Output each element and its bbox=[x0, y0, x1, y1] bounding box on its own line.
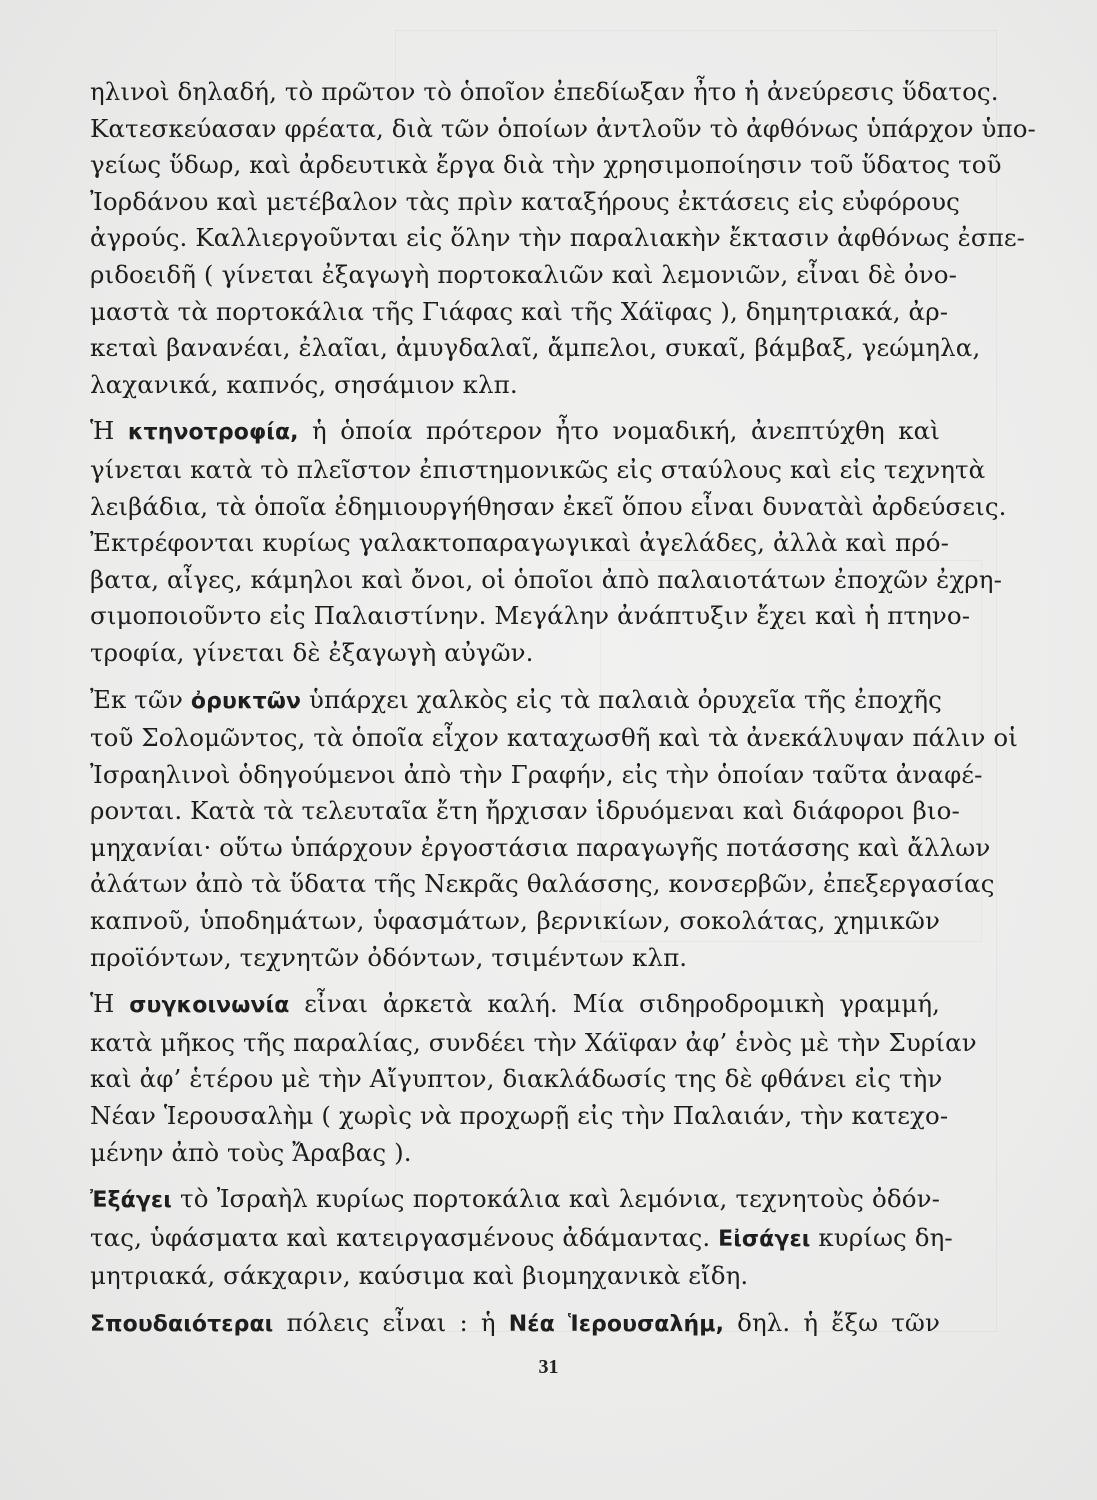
text-line bbox=[90, 413, 940, 452]
line-text: πόλεις εἶναι : ἡ bbox=[273, 1308, 509, 1337]
paragraph-agriculture bbox=[90, 74, 1036, 403]
text-line: λαχανικά, καπνός, σησάμιον κλπ. bbox=[90, 369, 518, 399]
bold-term-transport: συγκοινωνία bbox=[129, 993, 290, 1019]
text-line: καὶ ἀφ’ ἑτέρου μὲ τὴν Αἴγυπτον, διακλάδωσίς της δὲ φθάνει εἰς τὴν bbox=[90, 1064, 943, 1094]
paragraph-minerals bbox=[90, 682, 1018, 977]
text-line: Ἐκτρέφονται κυρίως γαλακτοπαραγωγικαὶ ἀγελάδες, ἀλλὰ καὶ πρό- bbox=[90, 528, 949, 558]
paragraph-transport bbox=[90, 986, 977, 1171]
text-line: μηχανίαι· οὕτω ὑπάρχουν ἐργοστάσια παραγωγῆς ποτάσσης καὶ ἄλλων bbox=[90, 832, 991, 862]
line-rest: τὸ Ἰσραὴλ κυρίως πορτοκάλια καὶ λεμόνια, τεχνητοὺς ὀδόν- bbox=[171, 1184, 940, 1214]
text-line: ριδοειδῆ ( γίνεται ἐξαγωγὴ πορτοκαλιῶν καὶ λεμονιῶν, εἶναι δὲ ὀνο- bbox=[90, 259, 958, 289]
text-line: γείως ὕδωρ, καὶ ἀρδευτικὰ ἔργα διὰ τὴν χρησιμοποίησιν τοῦ ὕδατος τοῦ bbox=[90, 150, 1002, 180]
bold-term-imports: Εἰσάγει bbox=[718, 1226, 811, 1252]
text-line: ἀγρούς. Καλλιεργοῦνται εἰς ὅλην τὴν παραλιακὴν ἔκτασιν ἀφθόνως ἐσπε- bbox=[90, 223, 1026, 253]
text-line: μένην ἀπὸ τοὺς Ἄραβας ). bbox=[90, 1137, 412, 1167]
line-rest: εἶναι ἀρκετὰ καλή. Μία σιδηροδρομικὴ γραμμή, bbox=[289, 989, 941, 1019]
paragraph-trade bbox=[90, 1181, 953, 1295]
bold-term-livestock: κτηνοτροφία, bbox=[127, 420, 299, 446]
paragraph-livestock bbox=[90, 413, 1007, 671]
text-line: Νέαν Ἱερουσαλὴμ ( χωρὶς νὰ προχωρῇ εἰς τὴν Παλαιάν, τὴν κατεχο- bbox=[90, 1101, 949, 1131]
text-line: μητριακά, σάκχαριν, καύσιμα καὶ βιομηχανικὰ εἴδη. bbox=[90, 1261, 749, 1291]
lead-text: Ἡ bbox=[90, 989, 130, 1019]
text-line: ἀλάτων ἀπὸ τὰ ὕδατα τῆς Νεκρᾶς θαλάσσης, κονσερβῶν, ἐπεξεργασίας bbox=[90, 869, 995, 899]
text-line bbox=[90, 986, 940, 1025]
text-line: σιμοποιοῦντο εἰς Παλαιστίνην. Μεγάλην ἀνάπτυξιν ἔχει καὶ ἡ πτηνο- bbox=[90, 601, 971, 631]
lead-text: Ἐκ τῶν bbox=[90, 684, 191, 714]
line-rest: ὑπάρχει χαλκὸς εἰς τὰ παλαιὰ ὀρυχεῖα τῆς ἐποχῆς bbox=[301, 684, 942, 714]
paragraph-cities bbox=[90, 1305, 940, 1344]
page-text bbox=[90, 74, 1036, 1344]
line-rest: κυρίως δη- bbox=[810, 1222, 953, 1252]
text-line bbox=[90, 1305, 940, 1344]
line-rest: ἡ ὁποία πρότερον ἦτο νομαδική, ἀνεπτύχθη καὶ bbox=[298, 416, 940, 446]
text-line: ηλινοὶ δηλαδή, τὸ πρῶτον τὸ ὁποῖον ἐπεδίωξαν ἦτο ἡ ἀνεύρεσις ὕδατος. bbox=[90, 77, 999, 106]
text-line: γίνεται κατὰ τὸ πλεῖστον ἐπιστημονικῶς εἰς σταύλους καὶ εἰς τεχνητὰ bbox=[90, 454, 986, 484]
text-line: Κατεσκεύασαν φρέατα, διὰ τῶν ὁποίων ἀντλοῦν τὸ ἀφθόνως ὑπάρχον ὑπο- bbox=[90, 113, 1036, 143]
text-line: λειβάδια, τὰ ὁποῖα ἐδημιουργήθησαν ἐκεῖ ὅπου εἶναι δυνατὰὶ ἀρδεύσεις. bbox=[90, 491, 1007, 521]
text-line: καπνοῦ, ὑποδημάτων, ὑφασμάτων, βερνικίων, σοκολάτας, χημικῶν bbox=[90, 906, 940, 936]
bold-term-cities: Σπουδαιότεραι bbox=[90, 1312, 274, 1337]
text-line: κεταὶ βανανέαι, ἐλαῖαι, ἀμυγδαλαῖ, ἄμπελοι, συκαῖ, βάμβαξ, γεώμηλα, bbox=[90, 333, 981, 363]
text-line bbox=[90, 1181, 940, 1220]
text-line: Ἰσραηλινοὶ ὁδηγούμενοι ἀπὸ τὴν Γραφήν, εἰς τὴν ὁποίαν ταῦτα ἀναφέ- bbox=[90, 759, 983, 789]
text-line: βατα, αἶγες, κάμηλοι καὶ ὄνοι, οἱ ὁποῖοι ἀπὸ παλαιοτάτων ἐποχῶν ἐχρη- bbox=[90, 564, 1002, 594]
bold-term-exports: Ἐξάγει bbox=[90, 1188, 172, 1214]
bold-term-minerals: ὀρυκτῶν bbox=[190, 688, 302, 714]
text-line: προϊόντων, τεχνητῶν ὀδόντων, τσιμέντων κλπ. bbox=[90, 942, 688, 972]
text-line bbox=[90, 682, 940, 721]
page-number: 31 bbox=[538, 1356, 559, 1378]
bold-term-new-jerusalem: Νέα Ἱερουσαλήμ, bbox=[508, 1312, 725, 1337]
line-text: τας, ὑφάσματα καὶ κατειργασμένους ἀδάμαντας. bbox=[90, 1222, 719, 1252]
lead-text: Ἡ bbox=[90, 416, 128, 446]
line-rest: δηλ. ἡ ἔξω τῶν bbox=[724, 1308, 940, 1337]
text-line: τροφία, γίνεται δὲ ἐξαγωγὴ αὐγῶν. bbox=[90, 637, 534, 667]
text-line: κατὰ μῆκος τῆς παραλίας, συνδέει τὴν Χάϊφαν ἀφ’ ἑνὸς μὲ τὴν Συρίαν bbox=[90, 1027, 977, 1057]
text-line: Ἰορδάνου καὶ μετέβαλον τὰς πρὶν καταξήρους ἐκτάσεις εἰς εὐφόρους bbox=[90, 186, 960, 216]
text-line bbox=[90, 1220, 953, 1259]
text-line: ρονται. Κατὰ τὰ τελευταῖα ἔτη ἤρχισαν ἱδρυόμεναι καὶ διάφοροι βιο- bbox=[90, 796, 960, 826]
text-line: μαστὰ τὰ πορτοκάλια τῆς Γιάφας καὶ τῆς Χάϊφας ), δημητριακά, ἀρ- bbox=[90, 296, 949, 326]
text-line: τοῦ Σολομῶντος, τὰ ὁποῖα εἶχον καταχωσθῆ καὶ τὰ ἀνεκάλυψαν πάλιν οἱ bbox=[90, 723, 1018, 753]
